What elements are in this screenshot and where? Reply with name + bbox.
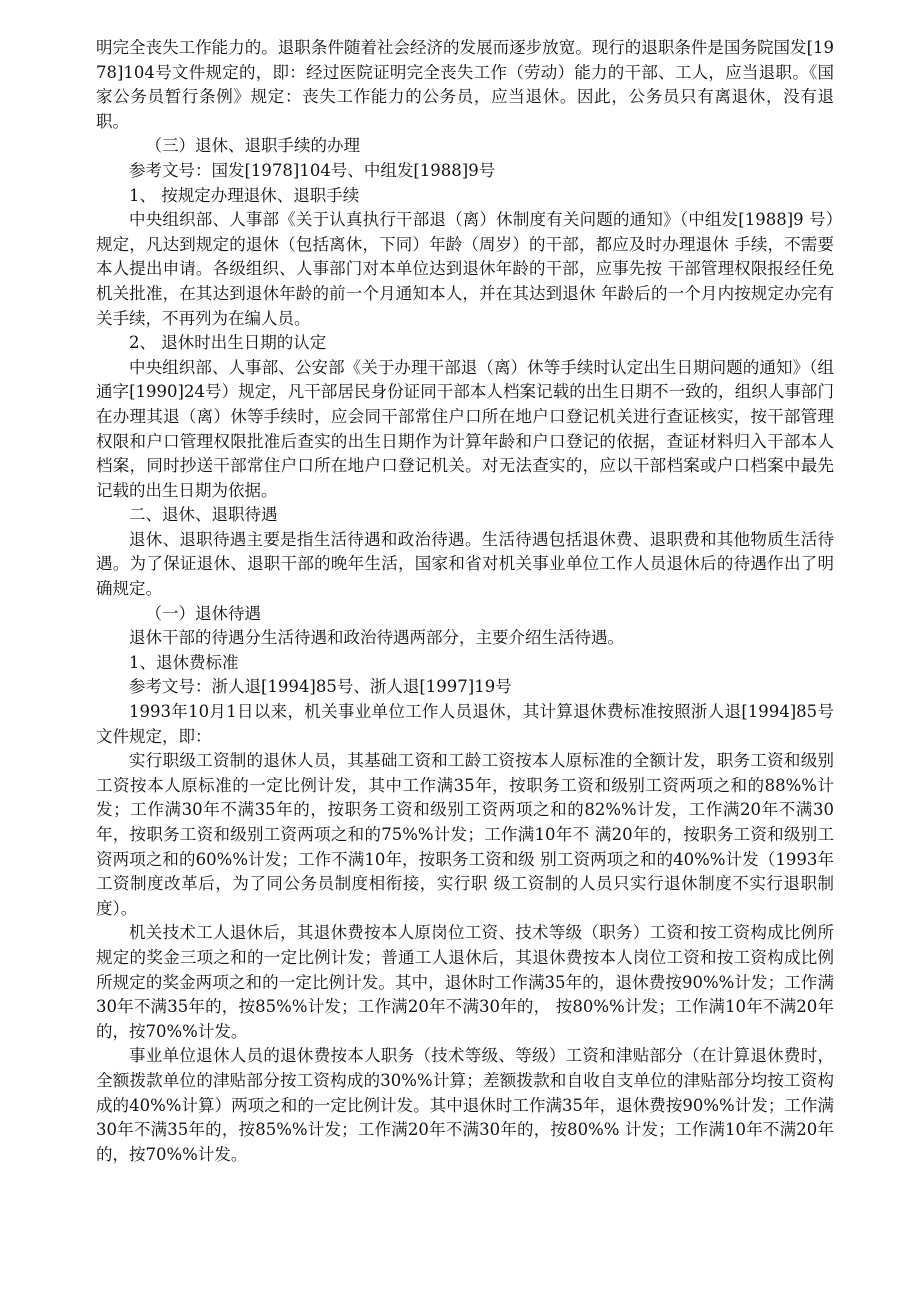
section-heading-procedures: （三）退休、退职手续的办理 bbox=[145, 136, 360, 156]
paragraph-birthdate-rule: 中央组织部、人事部、公安部《关于办理干部退（离）休等手续时认定出生日期问题的通知》（组通字[1990]24号）规定，凡干部居民身份证同干部本人档案记载的出生日期不一致的，组织人事部门在办理其退（离）休等手续时，应会同干部常住户口所在地户口登记机关进行查证核实，按干部管理权限和户口管理权限批准后查实的出生日期作为计算年龄和户口登记的依据，查证材料归入干部本人档案，同时抄送干部常住户口所在地户口登记机关。对无法查实的，应以干部档案或户口档案中最先记载的出生日期为依据。 bbox=[96, 357, 834, 500]
paragraph-civil-servant-pension: 实行职级工资制的退休人员，其基础工资和工龄工资按本人原标准的全额计发，职务工资和级别工资按本人原标准的一定比例计发，其中工作满35年，按职务工资和级别工资两项之和的88%%计发；工作满30年不满35年的，按职务工资和级别工资两项之和的82%%计发，工作满20年不满30年，按职务工资和级别工资两项之和的75%%计发；工作满10年不 满20年的，按职务工资和级别工资两项之和的60%%计发；工作不满10年，按职务工资和级 别工资两项之和的40%%计发（1993年工资制度改革后，为了同公务员制度相衔接，实行职 级工资制的人员只实行退休制度不实行退职制度）。 bbox=[96, 751, 834, 918]
paragraph-benefits-intro: 退休、退职待遇主要是指生活待遇和政治待遇。生活待遇包括退休费、退职费和其他物质生活待遇。为了保证退休、退职干部的晚年生活，国家和省对机关事业单位工作人员退休后的待遇作出了明确规定。 bbox=[96, 529, 834, 599]
paragraph-procedure-rule: 中央组织部、人事部《关于认真执行干部退（离）休制度有关问题的通知》（中组发[1988]9 号）规定，凡达到规定的退休（包括离休，下同）年龄（周岁）的干部，都应及时办理退休 手续，不需要本人提出申请。各级组织、人事部门对本单位达到退休年龄的干部，应事先按 干部管理权限报经任免机关批准，在其达到退休年龄的前一个月通知本人，并在其达到退休 年龄后的一个月内按规定办完有关手续，不再列为在编人员。 bbox=[96, 210, 834, 328]
paragraph-intro: 明完全丧失工作能力的。退职条件随着社会经济的发展而逐步放宽。现行的退职条件是国务院国发[1978]104号文件规定的，即：经过医院证明完全丧失工作（劳动）能力的干部、工人，应当退职。《国家公务员暂行条例》规定：丧失工作能力的公务员，应当退休。因此，公务员只有离退休，没有退职。 bbox=[96, 38, 834, 131]
reference-numbers-pension: 参考文号：浙人退[1994]85号、浙人退[1997]19号 bbox=[129, 677, 512, 697]
clause-heading-pension-standard: 1、退休费标准 bbox=[129, 652, 239, 672]
clause-heading-2: 2、 退休时出生日期的认定 bbox=[129, 333, 327, 353]
section-heading-retirement-benefits: （一）退休待遇 bbox=[145, 603, 261, 623]
section-heading-benefits: 二、退休、退职待遇 bbox=[129, 505, 278, 525]
clause-heading-1: 1、 按规定办理退休、退职手续 bbox=[129, 185, 360, 205]
reference-numbers: 参考文号：国发[1978]104号、中组发[1988]9号 bbox=[129, 160, 496, 180]
paragraph-benefits-scope: 退休干部的待遇分生活待遇和政治待遇两部分，主要介绍生活待遇。 bbox=[129, 628, 624, 648]
paragraph-worker-pension: 机关技术工人退休后，其退休费按本人原岗位工资、技术等级（职务）工资和按工资构成比例所规定的奖金三项之和的一定比例计发；普通工人退休后，其退休费按本人岗位工资和按工资构成比例所规定的奖金两项之和的一定比例计发。其中，退休时工作满35年的，退休费按90%%计发；工作满30年不满35年的，按85%%计发；工作满20年不满30年的， 按80%%计发；工作满10年不满20年的，按70%%计发。 bbox=[96, 923, 834, 1041]
paragraph-pension-basis: 1993年10月1日以来，机关事业单位工作人员退休，其计算退休费标准按照浙人退[1994]85号文件规定，即： bbox=[96, 702, 834, 746]
document-body bbox=[96, 36, 834, 1167]
paragraph-institution-pension: 事业单位退休人员的退休费按本人职务（技术等级、等级）工资和津贴部分（在计算退休费时，全额拨款单位的津贴部分按工资构成的30%%计算；差额拨款和自收自支单位的津贴部分均按工资构成的40%%计算）两项之和的一定比例计发。其中退休时工作满35年，退休费按90%%计发；工作满30年不满35年的，按85%%计发；工作满20年不满30年的，按80%% 计发；工作满10年不满20年的，按70%%计发。 bbox=[96, 1046, 834, 1164]
